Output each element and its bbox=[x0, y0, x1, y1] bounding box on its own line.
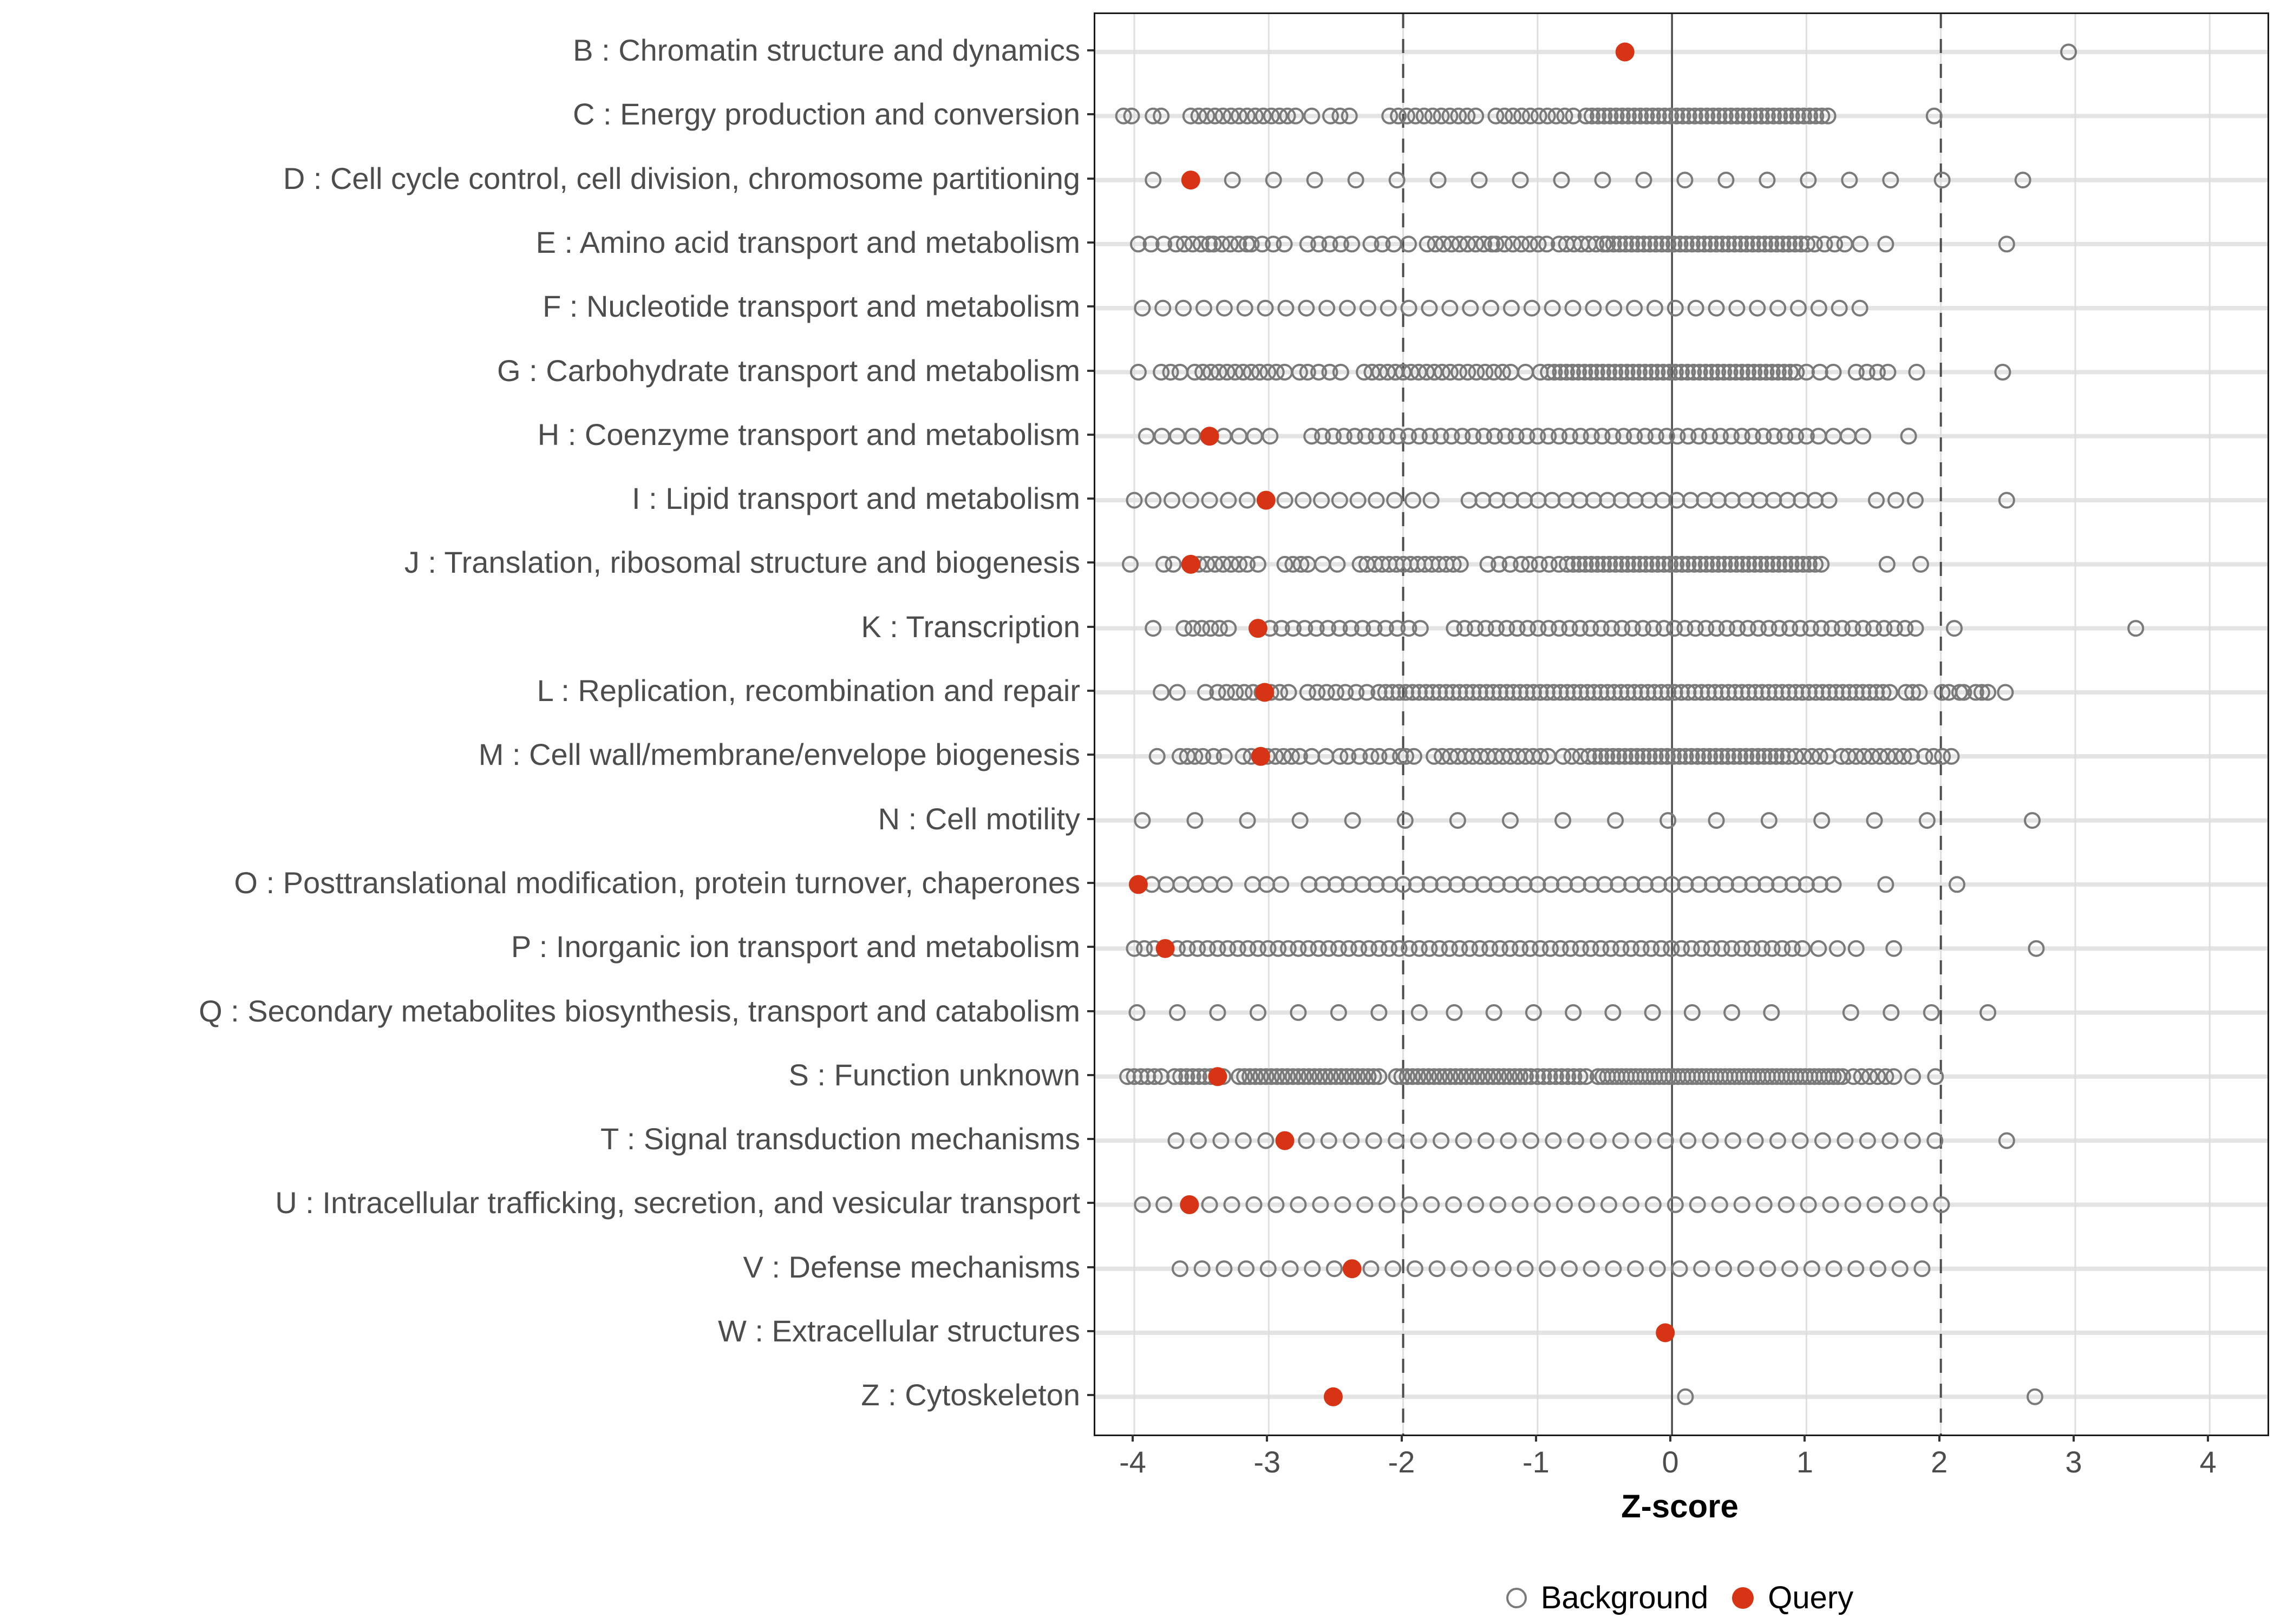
y-axis-label: G : Carbohydrate transport and metabolism bbox=[497, 353, 1080, 388]
y-axis-label: S : Function unknown bbox=[788, 1057, 1080, 1092]
x-axis-title: Z-score bbox=[1621, 1488, 1739, 1524]
plot-area bbox=[1095, 14, 2268, 1435]
y-axis-label: P : Inorganic ion transport and metabolism bbox=[511, 929, 1080, 964]
query-point bbox=[1180, 1195, 1199, 1214]
x-tick-mark bbox=[1266, 1435, 1268, 1442]
x-tick-label: 0 bbox=[1662, 1445, 1679, 1479]
y-axis-label: D : Cell cycle control, cell division, chromosome partitioning bbox=[283, 161, 1080, 195]
y-axis-label: U : Intracellular trafficking, secretion, and vesicular transport bbox=[275, 1186, 1080, 1220]
y-axis-label: Z : Cytoskeleton bbox=[861, 1378, 1080, 1412]
query-point bbox=[1257, 491, 1276, 510]
y-axis-label: C : Energy production and conversion bbox=[573, 97, 1080, 132]
query-point bbox=[1200, 427, 1219, 446]
y-axis-label: B : Chromatin structure and dynamics bbox=[573, 33, 1080, 67]
legend-item-background bbox=[1506, 1580, 1709, 1616]
x-tick-label: 2 bbox=[1931, 1445, 1948, 1479]
query-point bbox=[1616, 43, 1635, 62]
query-point bbox=[1276, 1131, 1295, 1150]
query-point bbox=[1249, 619, 1267, 638]
plot-panel bbox=[1094, 12, 2269, 1436]
x-tick-mark bbox=[1938, 1435, 1940, 1442]
y-axis-label: K : Transcription bbox=[861, 609, 1080, 644]
x-tick-label: 4 bbox=[2199, 1445, 2217, 1479]
query-point bbox=[1251, 747, 1270, 766]
y-axis-label: V : Defense mechanisms bbox=[743, 1249, 1080, 1284]
legend-background-label: Background bbox=[1540, 1580, 1709, 1615]
y-axis-label: H : Coenzyme transport and metabolism bbox=[537, 417, 1080, 451]
query-point bbox=[1208, 1067, 1227, 1086]
x-tick-mark bbox=[1669, 1435, 1671, 1442]
x-tick-mark bbox=[2207, 1435, 2209, 1442]
query-point bbox=[1129, 875, 1148, 894]
x-tick-mark bbox=[2073, 1435, 2075, 1442]
y-axis-label: E : Amino acid transport and metabolism bbox=[535, 225, 1080, 259]
y-axis-label: N : Cell motility bbox=[878, 801, 1080, 836]
y-axis-label: J : Translation, ribosomal structure and biogenesis bbox=[404, 545, 1080, 580]
x-tick-mark bbox=[1535, 1435, 1537, 1442]
y-axis-label: I : Lipid transport and metabolism bbox=[632, 481, 1080, 516]
x-tick-label: 3 bbox=[2065, 1445, 2082, 1479]
y-axis-label: T : Signal transduction mechanisms bbox=[600, 1122, 1080, 1156]
y-axis-label: O : Posttranslational modification, protein turnover, chaperones bbox=[234, 865, 1080, 900]
x-tick-label: -2 bbox=[1388, 1445, 1415, 1479]
query-point bbox=[1324, 1387, 1343, 1406]
legend-query-label: Query bbox=[1768, 1580, 1854, 1615]
background-circle-icon bbox=[1506, 1588, 1527, 1608]
y-axis-label: L : Replication, recombination and repair bbox=[537, 673, 1080, 708]
x-tick-mark bbox=[1401, 1435, 1403, 1442]
x-tick-mark bbox=[1803, 1435, 1806, 1442]
legend bbox=[1094, 1580, 2266, 1616]
query-point bbox=[1656, 1324, 1675, 1343]
x-tick-label: 1 bbox=[1796, 1445, 1813, 1479]
query-point bbox=[1156, 939, 1175, 958]
query-dot-icon bbox=[1732, 1587, 1754, 1609]
y-axis-label: M : Cell wall/membrane/envelope biogenesis bbox=[478, 737, 1080, 772]
query-point bbox=[1255, 683, 1274, 702]
y-axis-label: W : Extracellular structures bbox=[717, 1314, 1080, 1348]
x-tick-label: -1 bbox=[1522, 1445, 1550, 1479]
y-axis-label: Q : Secondary metabolites biosynthesis, transport and catabolism bbox=[199, 993, 1080, 1028]
x-tick-label: -4 bbox=[1119, 1445, 1146, 1479]
legend-item-query bbox=[1732, 1580, 1853, 1616]
query-point bbox=[1181, 555, 1200, 574]
y-axis-label: F : Nucleotide transport and metabolism bbox=[543, 289, 1080, 324]
query-point bbox=[1181, 171, 1200, 189]
x-tick-mark bbox=[1132, 1435, 1134, 1442]
x-tick-label: -3 bbox=[1253, 1445, 1281, 1479]
query-point bbox=[1343, 1259, 1362, 1278]
